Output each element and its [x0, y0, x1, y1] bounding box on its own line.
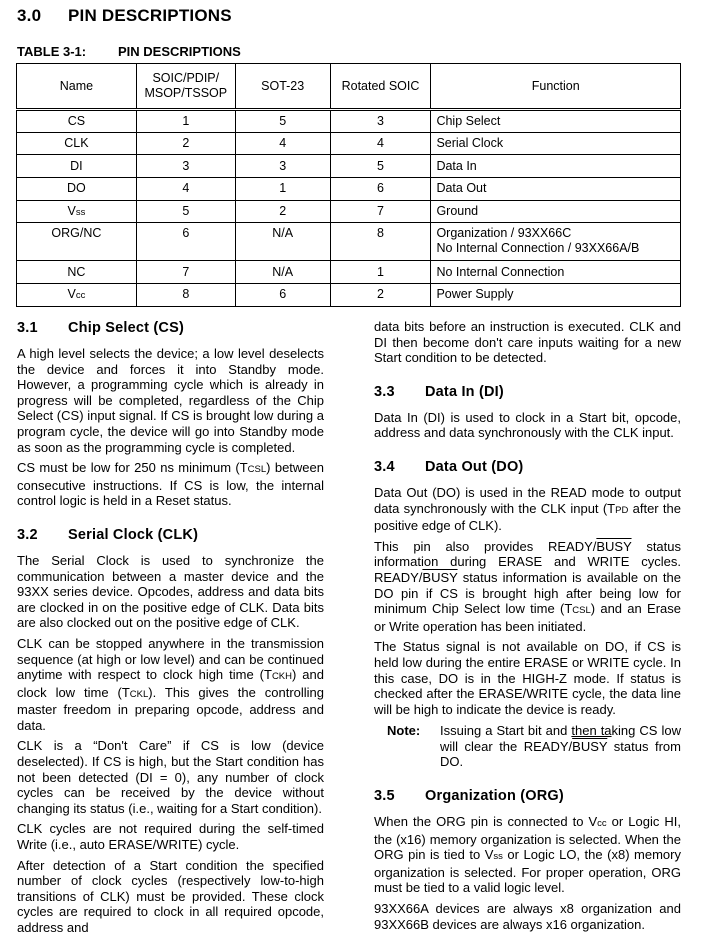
table-row: [17, 110, 681, 133]
paragraph: [17, 636, 324, 734]
cell-name: DI: [17, 155, 137, 178]
text-run: status information during ERASE and WRITE cycles. READY/: [374, 538, 681, 585]
cell-rotated: 8: [330, 223, 431, 261]
cell-soic: 6: [136, 223, 235, 261]
section-heading-3-5: [374, 787, 681, 805]
cell-soic: 8: [136, 284, 235, 307]
pin-descriptions-table: [16, 63, 681, 307]
section-heading-3-1: [17, 319, 324, 337]
cell-rotated: 1: [330, 261, 431, 284]
cell-sot: 3: [235, 155, 330, 178]
section-heading-3-3: [374, 383, 681, 401]
header-soic-line2: MSOP/TSSOP: [144, 86, 228, 100]
text-run: ) between consecutive instructions. If CS is low, the internal control logic is held in a Reset status.: [17, 460, 324, 509]
text-run: Issuing a Start bit and: [440, 723, 572, 739]
cell-name: [17, 284, 137, 307]
cell-function: [431, 223, 681, 261]
header-sot23: SOT-23: [235, 64, 330, 110]
header-soic: [136, 64, 235, 110]
section-number: 3.3: [374, 383, 395, 400]
cell-rotated: 5: [330, 155, 431, 178]
table-header-row: [17, 64, 681, 110]
cell-name: [17, 200, 137, 223]
cell-name: DO: [17, 178, 137, 201]
header-rotated-soic: Rotated SOIC: [330, 64, 431, 110]
table-row: [17, 132, 681, 155]
section-title: Chip Select (CS): [68, 320, 184, 336]
heading-title: PIN DESCRIPTIONS: [68, 6, 232, 25]
subscript: ss: [493, 851, 503, 863]
section-number: 3.4: [374, 458, 395, 475]
note-box: [387, 723, 681, 770]
table-caption-title: PIN DESCRIPTIONS: [118, 44, 241, 59]
section-number: 3.1: [17, 320, 38, 336]
subscript: PD: [615, 504, 629, 516]
cell-name: NC: [17, 261, 137, 284]
subscript: CKH: [271, 671, 292, 683]
paragraph: After detection of a Start condition the specified number of clock cycles (respectively low-to-high transitions of CLK) must be provided. These clock cycles are required to clock in all required opcode, address and: [17, 857, 324, 935]
text-run: Data Out (DO) is used in the READ mode to output data synchronously with the CLK input (T: [374, 484, 681, 516]
subscript: cc: [597, 818, 607, 830]
cell-rotated: 2: [330, 284, 431, 307]
paragraph: CLK is a “Don't Care” if CS is low (device deselected). If CS is high, but the Start condition has not been detected (DI = 0), any number of clock cycles can be received by the device without changing its status (i.e., waiting for a Start condition).: [17, 738, 324, 816]
text-run: When the ORG pin is connected to V: [374, 814, 598, 830]
section-heading-3-4: [374, 458, 681, 476]
header-function: Function: [431, 64, 681, 110]
cell-rotated: 7: [330, 200, 431, 223]
cell-soic: 2: [136, 132, 235, 155]
cell-function: Power Supply: [431, 284, 681, 307]
paragraph: [374, 814, 681, 896]
page-heading: [17, 6, 232, 26]
cell-sot: N/A: [235, 223, 330, 261]
cell-name: ORG/NC: [17, 223, 137, 261]
text-run: ). This gives the controlling master freedom in preparing opcode, address and data.: [17, 684, 324, 733]
cell-function: Ground: [431, 200, 681, 223]
note-text: [440, 723, 681, 770]
paragraph: [17, 460, 324, 509]
text-run: or Logic HI, the (x16) memory organization is selected. When the ORG pin is tied to V: [374, 814, 681, 863]
header-soic-line1: SOIC/PDIP/: [152, 71, 220, 85]
section-number: 3.5: [374, 788, 395, 805]
underlined-text: then ta: [571, 723, 612, 739]
section-title: Data Out (DO): [425, 458, 524, 475]
cell-sot: 5: [235, 110, 330, 133]
cell-sot: 2: [235, 200, 330, 223]
overline-busy: BUSY: [572, 738, 608, 754]
cell-rotated: 4: [330, 132, 431, 155]
cell-rotated: 3: [330, 110, 431, 133]
cell-function: No Internal Connection: [431, 261, 681, 284]
paragraph: [374, 539, 681, 635]
paragraph: A high level selects the device; a low level deselects the device and forces it into Standby mode. However, a programming cycle which is already in progress will be completed, regardless of the Chip Select (CS) input signal. If CS is brought low during a program cycle, the device will go into Standby mode as soon as the programming cycle is completed.: [17, 346, 324, 455]
table-row: [17, 200, 681, 223]
cell-soic: 7: [136, 261, 235, 284]
cell-function: Chip Select: [431, 110, 681, 133]
text-run: after the positive edge of CLK).: [374, 500, 682, 534]
text-run: ) and an Erase or Write operation has been initiated.: [374, 601, 681, 634]
left-column: [17, 319, 324, 937]
note-label: Note:: [387, 723, 421, 739]
text-run: CS must be low for 250 ns minimum (T: [17, 460, 248, 476]
header-name: Name: [17, 64, 137, 110]
section-title: Organization (ORG): [425, 788, 564, 805]
right-column: [374, 319, 681, 937]
subscript: CSL: [247, 464, 267, 476]
paragraph: data bits before an instruction is executed. CLK and DI then become don't care inputs waiting for a new Start condition to be detected.: [374, 319, 681, 366]
text-run: king CS low will clear the READY/: [440, 723, 681, 754]
table-caption: [17, 44, 241, 59]
cell-function: Data In: [431, 155, 681, 178]
paragraph: 93XX66A devices are always x8 organization and 93XX66B devices are always x16 organization.: [374, 901, 681, 932]
cell-rotated: 6: [330, 178, 431, 201]
cell-name-sub: cc: [75, 289, 86, 301]
table-row: [17, 284, 681, 307]
table-row: [17, 155, 681, 178]
table-row: [17, 223, 681, 261]
text-run: status information is available on the DO pin if CS is brought high after being low for minimum Chip Select low time (T: [374, 569, 681, 617]
section-title: Data In (DI): [425, 383, 504, 400]
paragraph: The Status signal is not available on DO, if CS is held low during the entire ERASE or WRITE cycle. In this case, DO is in the HIGH-Z mode. If status is checked after the ERASE/WRITE cycle, the data line will be high to indicate the device is ready.: [374, 639, 681, 717]
text-run: ) and clock low time (T: [17, 667, 324, 700]
cell-function-line1: Organization / 93XX66C: [436, 226, 572, 241]
cell-function-line2: No Internal Connection / 93XX66A/B: [436, 241, 640, 256]
cell-soic: 3: [136, 155, 235, 178]
paragraph: Data In (DI) is used to clock in a Start bit, opcode, address and data synchronously with the CLK input.: [374, 409, 681, 441]
cell-function: Data Out: [431, 178, 681, 201]
cell-name: CS: [17, 110, 137, 133]
paragraph: The Serial Clock is used to synchronize the communication between a master device and the 93XX series device. Opcodes, address and data bits are clocked in on the positive edge of CLK. Data bits are also clocked out on the positive edge of CLK.: [17, 552, 324, 631]
cell-name: CLK: [17, 132, 137, 155]
cell-sot: 4: [235, 132, 330, 155]
cell-function: Serial Clock: [431, 132, 681, 155]
cell-name-main: V: [67, 286, 76, 301]
paragraph: CLK cycles are not required during the self-timed Write (i.e., auto ERASE/WRITE) cycle.: [17, 821, 324, 853]
text-run: This pin also provides READY/: [374, 538, 597, 554]
section-title: Serial Clock (CLK): [68, 526, 199, 543]
table-row: [17, 261, 681, 284]
cell-sot: 6: [235, 284, 330, 307]
section-number: 3.2: [17, 526, 38, 543]
heading-number: 3.0: [17, 6, 42, 25]
cell-soic: 4: [136, 178, 235, 201]
cell-sot: N/A: [235, 261, 330, 284]
table-caption-number: TABLE 3-1:: [17, 44, 87, 59]
text-run: or Logic LO, the (x8) memory organization is selected. For proper operation, ORG must be tied to a valid logic level.: [374, 847, 681, 896]
overline-busy: BUSY: [596, 538, 632, 554]
table-row: [17, 178, 681, 201]
section-heading-3-2: [17, 526, 324, 544]
cell-name-main: V: [67, 203, 76, 218]
cell-sot: 1: [235, 178, 330, 201]
text-run: CLK can be stopped anywhere in the transmission sequence (at high or low level) and can be continued anytime with respect to clock high time (T: [17, 635, 324, 683]
cell-soic: 1: [136, 110, 235, 133]
overline-busy: BUSY: [422, 569, 458, 585]
text-run: status from DO.: [440, 738, 681, 770]
subscript: CKL: [129, 688, 149, 700]
paragraph: [374, 485, 681, 534]
cell-name-sub: ss: [75, 206, 86, 218]
subscript: CSL: [572, 605, 591, 617]
cell-soic: 5: [136, 200, 235, 223]
